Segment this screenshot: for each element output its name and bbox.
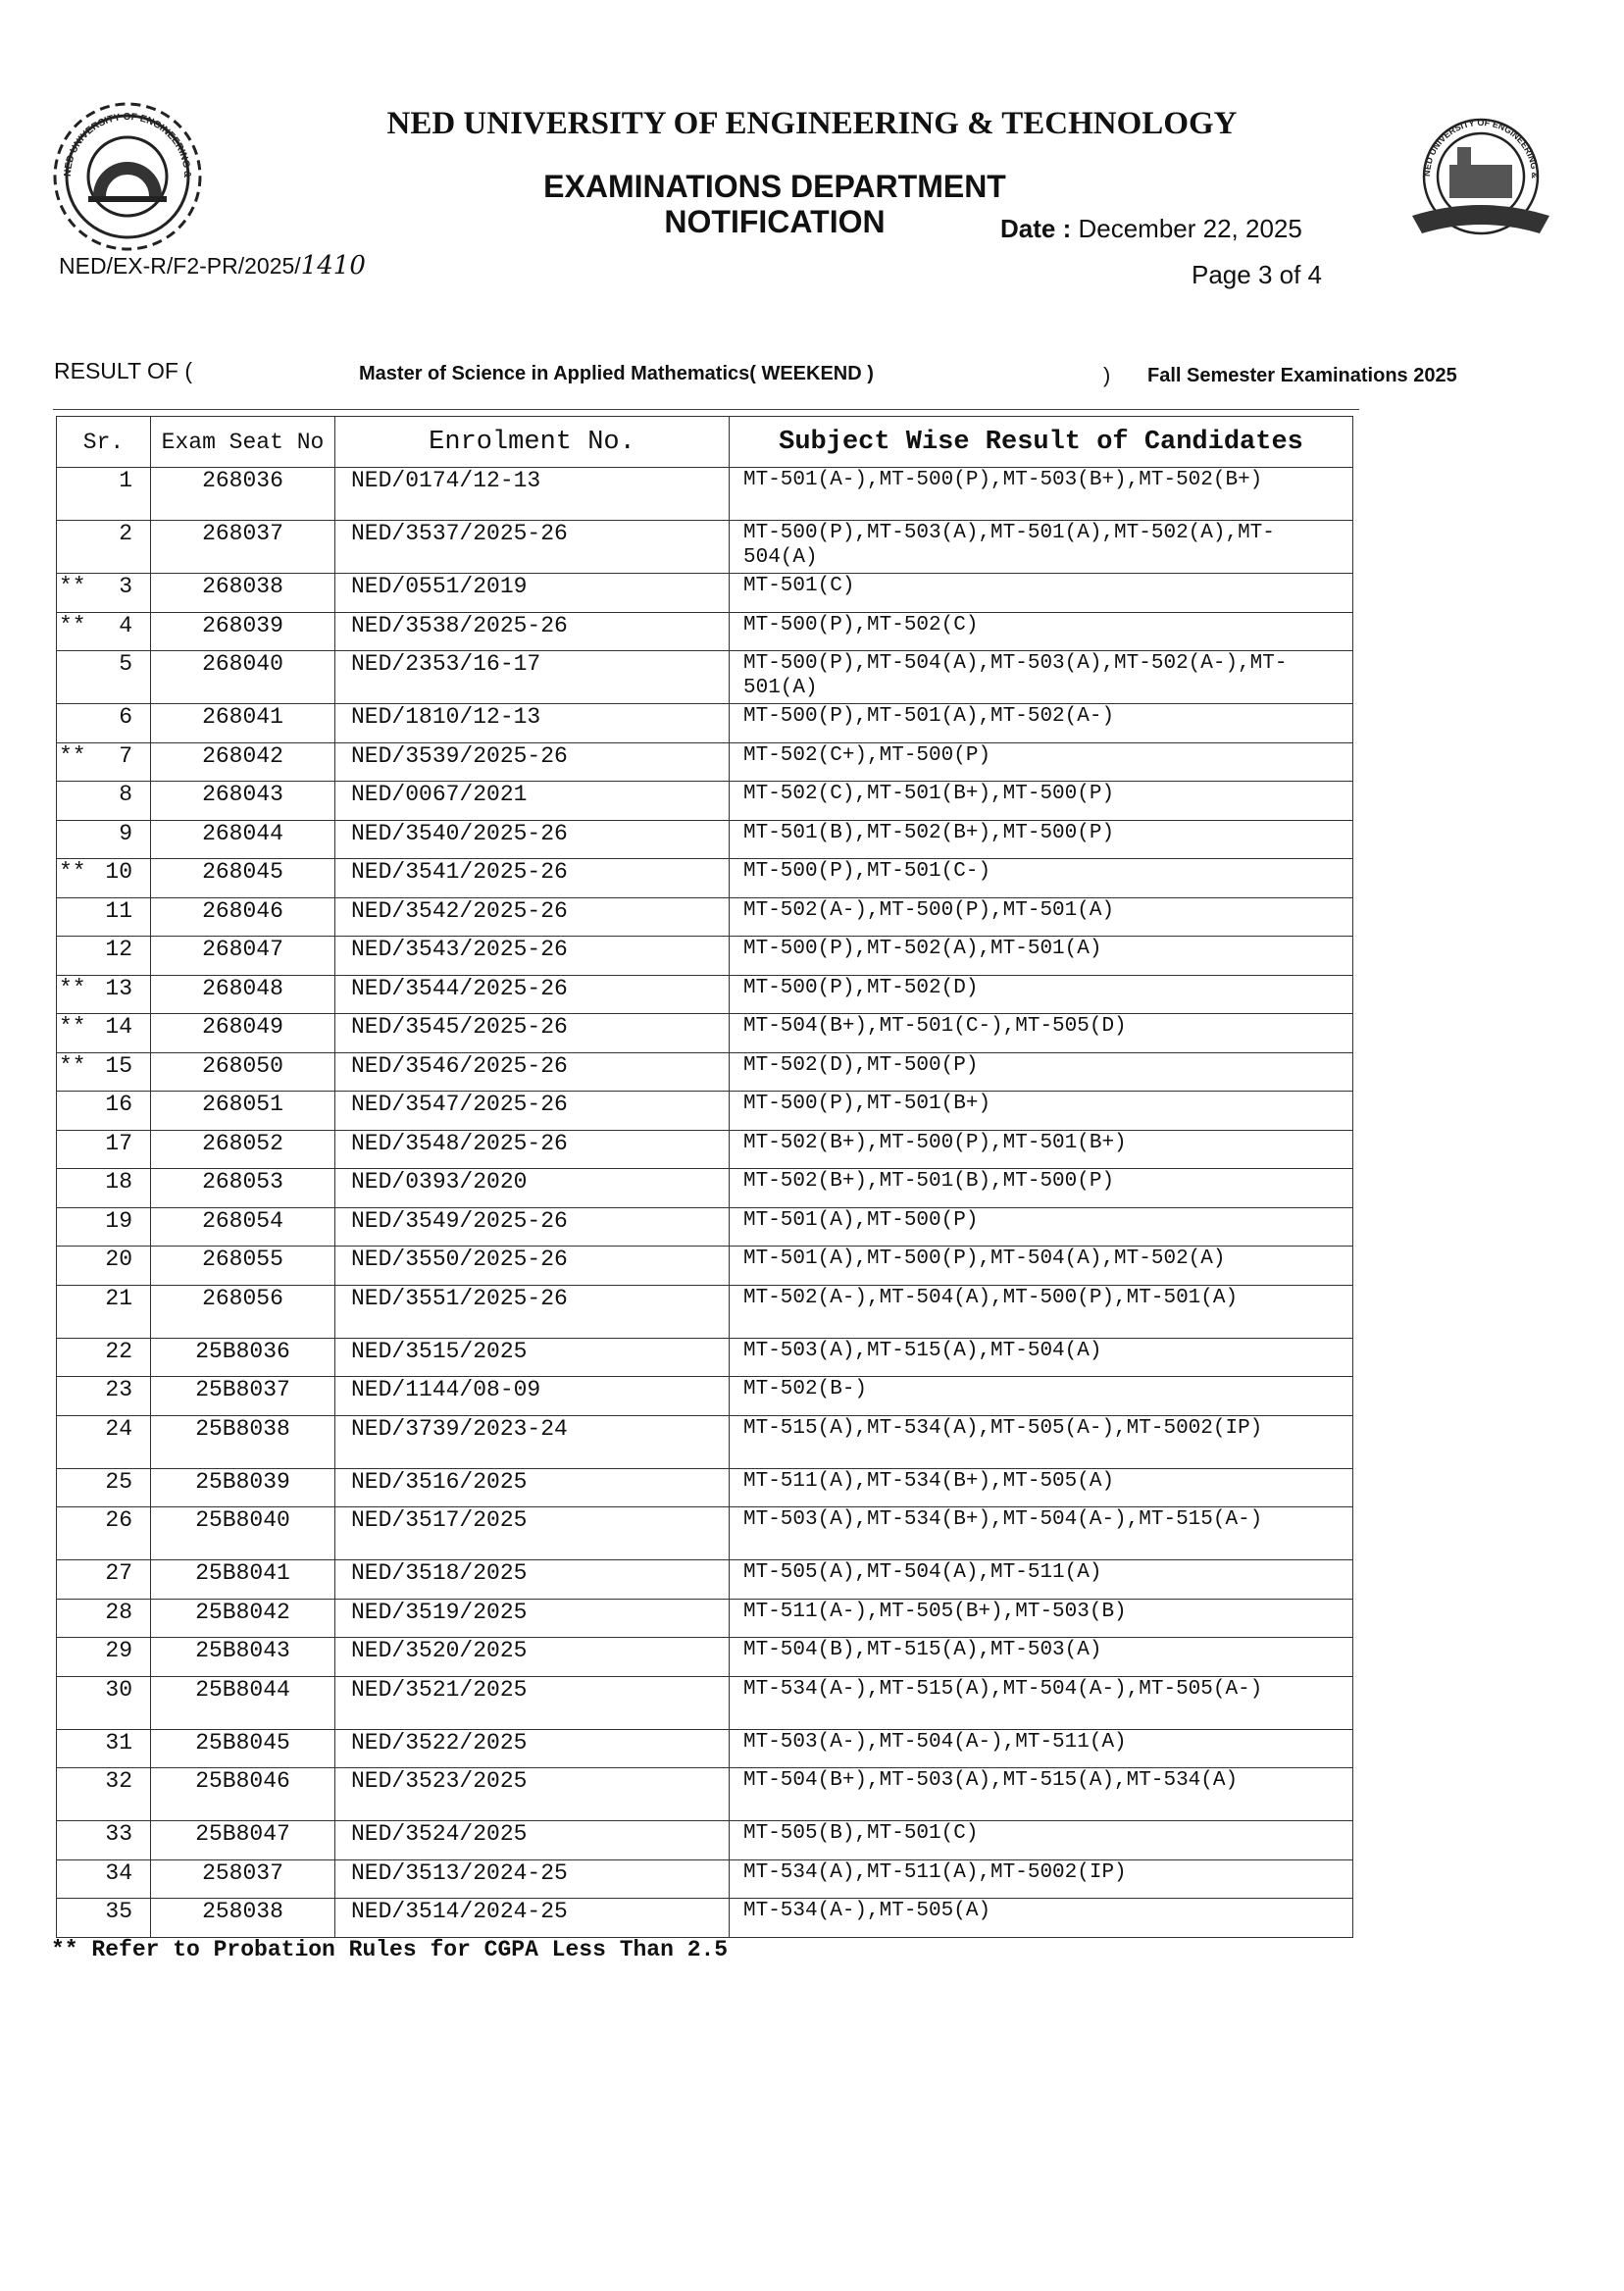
- serial-number: 7: [119, 742, 132, 769]
- cell-seat: 25B8045: [151, 1729, 335, 1768]
- cell-sr: [57, 1638, 151, 1677]
- cell-enrolment: NED/3551/2025-26: [335, 1285, 730, 1338]
- cell-sr: [57, 1092, 151, 1131]
- cell-result: MT-500(P),MT-503(A),MT-501(A),MT-502(A),MT-504(A): [730, 521, 1353, 574]
- table-row: [57, 975, 1353, 1014]
- cell-sr: [57, 782, 151, 821]
- cell-seat: 268041: [151, 704, 335, 743]
- cell-sr: [57, 1821, 151, 1860]
- serial-number: 31: [105, 1729, 132, 1756]
- cell-seat: 268052: [151, 1130, 335, 1169]
- cell-seat: 268046: [151, 897, 335, 937]
- cell-seat: 25B8040: [151, 1507, 335, 1560]
- cell-sr: [57, 1729, 151, 1768]
- cell-enrolment: NED/3541/2025-26: [335, 859, 730, 898]
- cell-result: MT-501(A-),MT-500(P),MT-503(B+),MT-502(B+): [730, 468, 1353, 521]
- cell-seat: 25B8036: [151, 1338, 335, 1377]
- program-name: Master of Science in Applied Mathematics( WEEKEND ): [359, 363, 874, 384]
- cell-sr: [57, 704, 151, 743]
- serial-number: 6: [119, 704, 132, 730]
- serial-number: 24: [105, 1415, 132, 1442]
- cell-enrolment: NED/3521/2025: [335, 1676, 730, 1729]
- cell-seat: 268044: [151, 820, 335, 859]
- cell-result: MT-500(P),MT-502(C): [730, 612, 1353, 651]
- cell-seat: 268053: [151, 1169, 335, 1208]
- serial-number: 5: [119, 651, 132, 677]
- cell-result: MT-500(P),MT-501(B+): [730, 1092, 1353, 1131]
- cell-enrolment: NED/0174/12-13: [335, 468, 730, 521]
- cell-seat: 268047: [151, 937, 335, 976]
- serial-number: 30: [105, 1676, 132, 1703]
- cell-enrolment: NED/3546/2025-26: [335, 1052, 730, 1092]
- serial-number: 19: [105, 1207, 132, 1234]
- serial-number: 20: [105, 1247, 132, 1272]
- serial-number: 1: [119, 468, 132, 493]
- cell-seat: 268036: [151, 468, 335, 521]
- svg-text:NED UNIVERSITY OF ENGINEERING: NED UNIVERSITY OF ENGINEERING &: [1421, 117, 1541, 179]
- cell-seat: 25B8042: [151, 1599, 335, 1638]
- cell-seat: 268038: [151, 574, 335, 613]
- cell-result: MT-500(P),MT-501(C-): [730, 859, 1353, 898]
- serial-number: 25: [105, 1468, 132, 1495]
- header-divider: [53, 409, 1359, 410]
- table-row: [57, 1468, 1353, 1507]
- cell-enrolment: NED/3515/2025: [335, 1338, 730, 1377]
- serial-number: 3: [119, 574, 132, 599]
- cell-seat: 268042: [151, 742, 335, 782]
- cell-enrolment: NED/3537/2025-26: [335, 521, 730, 574]
- serial-number: 10: [105, 859, 132, 885]
- cell-sr: [57, 1899, 151, 1938]
- table-row: [57, 1130, 1353, 1169]
- table-row: [57, 1821, 1353, 1860]
- cell-seat: 258038: [151, 1899, 335, 1938]
- university-title: NED UNIVERSITY OF ENGINEERING & TECHNOLOGY: [386, 106, 1238, 141]
- cell-result: MT-504(B+),MT-501(C-),MT-505(D): [730, 1014, 1353, 1053]
- probation-mark: **: [59, 859, 86, 885]
- table-row: [57, 1415, 1353, 1468]
- table-row: [57, 1859, 1353, 1899]
- table-row: [57, 1338, 1353, 1377]
- cell-sr: [57, 1560, 151, 1600]
- cell-enrolment: NED/3550/2025-26: [335, 1247, 730, 1286]
- cell-enrolment: NED/3539/2025-26: [335, 742, 730, 782]
- table-row: [57, 1247, 1353, 1286]
- cell-seat: 25B8044: [151, 1676, 335, 1729]
- cell-seat: 25B8038: [151, 1415, 335, 1468]
- cell-enrolment: NED/3513/2024-25: [335, 1859, 730, 1899]
- cell-sr: [57, 1014, 151, 1053]
- cell-seat: 268043: [151, 782, 335, 821]
- cell-result: MT-500(P),MT-502(A),MT-501(A): [730, 937, 1353, 976]
- cell-sr: [57, 1338, 151, 1377]
- cell-result: MT-534(A-),MT-505(A): [730, 1899, 1353, 1938]
- table-row: [57, 1729, 1353, 1768]
- probation-mark: **: [59, 742, 86, 769]
- cell-result: MT-502(B-): [730, 1377, 1353, 1416]
- probation-mark: **: [59, 1052, 86, 1079]
- cell-seat: 268048: [151, 975, 335, 1014]
- table-row: [57, 859, 1353, 898]
- probation-footnote: ** Refer to Probation Rules for CGPA Less Than 2.5: [51, 1937, 729, 1962]
- table-row: [57, 1507, 1353, 1560]
- reference-number: [59, 251, 366, 280]
- cell-sr: [57, 1052, 151, 1092]
- serial-number: 34: [105, 1859, 132, 1886]
- cell-seat: 268056: [151, 1285, 335, 1338]
- cell-seat: 268051: [151, 1092, 335, 1131]
- cell-sr: [57, 1130, 151, 1169]
- cell-enrolment: NED/3545/2025-26: [335, 1014, 730, 1053]
- cell-enrolment: NED/0067/2021: [335, 782, 730, 821]
- serial-number: 33: [105, 1821, 132, 1847]
- table-row: [57, 897, 1353, 937]
- table-row: [57, 1052, 1353, 1092]
- header-result: Subject Wise Result of Candidates: [730, 417, 1353, 468]
- cell-result: MT-511(A),MT-534(B+),MT-505(A): [730, 1468, 1353, 1507]
- serial-number: 14: [105, 1014, 132, 1040]
- results-table: [56, 416, 1353, 1938]
- cell-enrolment: NED/3516/2025: [335, 1468, 730, 1507]
- cell-sr: [57, 1169, 151, 1208]
- table-row: [57, 937, 1353, 976]
- cell-result: MT-505(A),MT-504(A),MT-511(A): [730, 1560, 1353, 1600]
- cell-sr: [57, 574, 151, 613]
- table-row: [57, 1560, 1353, 1600]
- cell-sr: [57, 975, 151, 1014]
- cell-sr: [57, 742, 151, 782]
- table-row: [57, 1169, 1353, 1208]
- date-line: [1000, 214, 1302, 244]
- cell-result: MT-504(B+),MT-503(A),MT-515(A),MT-534(A): [730, 1768, 1353, 1821]
- cell-enrolment: NED/3538/2025-26: [335, 612, 730, 651]
- cell-enrolment: NED/3739/2023-24: [335, 1415, 730, 1468]
- cell-sr: [57, 1207, 151, 1247]
- cell-seat: 25B8046: [151, 1768, 335, 1821]
- cell-seat: 268037: [151, 521, 335, 574]
- serial-number: 15: [105, 1052, 132, 1079]
- table-row: [57, 1092, 1353, 1131]
- cell-result: MT-505(B),MT-501(C): [730, 1821, 1353, 1860]
- table-row: [57, 651, 1353, 704]
- cell-seat: 25B8037: [151, 1377, 335, 1416]
- cell-sr: [57, 1415, 151, 1468]
- cell-seat: 25B8041: [151, 1560, 335, 1600]
- cell-sr: [57, 1468, 151, 1507]
- cell-enrolment: NED/3543/2025-26: [335, 937, 730, 976]
- cell-enrolment: NED/3549/2025-26: [335, 1207, 730, 1247]
- cell-seat: 258037: [151, 1859, 335, 1899]
- cell-enrolment: NED/3520/2025: [335, 1638, 730, 1677]
- table-row: [57, 742, 1353, 782]
- serial-number: 8: [119, 782, 132, 807]
- notification-title: NOTIFICATION: [664, 204, 886, 239]
- serial-number: 27: [105, 1560, 132, 1586]
- cell-result: MT-500(P),MT-502(D): [730, 975, 1353, 1014]
- cell-sr: [57, 1377, 151, 1416]
- serial-number: 32: [105, 1768, 132, 1794]
- cell-result: MT-515(A),MT-534(A),MT-505(A-),MT-5002(IP): [730, 1415, 1353, 1468]
- serial-number: 12: [105, 937, 132, 962]
- cell-sr: [57, 1507, 151, 1560]
- cell-result: MT-501(A),MT-500(P),MT-504(A),MT-502(A): [730, 1247, 1353, 1286]
- serial-number: 23: [105, 1377, 132, 1402]
- header-enrolment: Enrolment No.: [335, 417, 730, 468]
- cell-sr: [57, 937, 151, 976]
- page-number: Page 3 of 4: [1192, 260, 1322, 289]
- table-row: [57, 1768, 1353, 1821]
- result-of-label: RESULT OF (: [54, 358, 192, 383]
- svg-text:NED UNIVERSITY OF ENGINEERING: NED UNIVERSITY OF ENGINEERING &: [62, 111, 193, 178]
- probation-mark: **: [59, 612, 86, 638]
- cell-sr: [57, 468, 151, 521]
- table-row: [57, 1014, 1353, 1053]
- serial-number: 26: [105, 1507, 132, 1533]
- cell-enrolment: NED/0393/2020: [335, 1169, 730, 1208]
- table-row: [57, 1676, 1353, 1729]
- cell-enrolment: NED/2353/16-17: [335, 651, 730, 704]
- serial-number: 21: [105, 1285, 132, 1311]
- cell-sr: [57, 820, 151, 859]
- cell-result: MT-501(C): [730, 574, 1353, 613]
- cell-result: MT-503(A),MT-515(A),MT-504(A): [730, 1338, 1353, 1377]
- cell-enrolment: NED/3518/2025: [335, 1560, 730, 1600]
- cell-enrolment: NED/3540/2025-26: [335, 820, 730, 859]
- table-row: [57, 574, 1353, 613]
- serial-number: 11: [105, 897, 132, 924]
- cell-enrolment: NED/3548/2025-26: [335, 1130, 730, 1169]
- serial-number: 16: [105, 1092, 132, 1117]
- table-row: [57, 1599, 1353, 1638]
- results-body: [57, 468, 1353, 1938]
- date-label: Date :: [1000, 214, 1072, 243]
- cell-seat: 268039: [151, 612, 335, 651]
- cell-enrolment: NED/1810/12-13: [335, 704, 730, 743]
- table-row: [57, 1377, 1353, 1416]
- cell-enrolment: NED/3523/2025: [335, 1768, 730, 1821]
- table-row: [57, 612, 1353, 651]
- table-row: [57, 1285, 1353, 1338]
- cell-enrolment: NED/3514/2024-25: [335, 1899, 730, 1938]
- cell-result: MT-534(A-),MT-515(A),MT-504(A-),MT-505(A-): [730, 1676, 1353, 1729]
- reference-text: NED/EX-R/F2-PR/2025/: [59, 253, 301, 279]
- serial-number: 4: [119, 612, 132, 638]
- cell-enrolment: NED/0551/2019: [335, 574, 730, 613]
- cell-result: MT-511(A-),MT-505(B+),MT-503(B): [730, 1599, 1353, 1638]
- cell-result: MT-502(C+),MT-500(P): [730, 742, 1353, 782]
- cell-seat: 25B8047: [151, 1821, 335, 1860]
- serial-number: 22: [105, 1338, 132, 1364]
- serial-number: 29: [105, 1638, 132, 1663]
- cell-enrolment: NED/3524/2025: [335, 1821, 730, 1860]
- cell-enrolment: NED/3519/2025: [335, 1599, 730, 1638]
- cell-sr: [57, 1247, 151, 1286]
- table-row: [57, 521, 1353, 574]
- cell-result: MT-503(A-),MT-504(A-),MT-511(A): [730, 1729, 1353, 1768]
- serial-number: 17: [105, 1130, 132, 1156]
- table-row: [57, 704, 1353, 743]
- cell-result: MT-502(B+),MT-500(P),MT-501(B+): [730, 1130, 1353, 1169]
- semester-name: Fall Semester Examinations 2025: [1147, 365, 1457, 386]
- table-row: [57, 468, 1353, 521]
- cell-sr: [57, 897, 151, 937]
- cell-enrolment: NED/3517/2025: [335, 1507, 730, 1560]
- table-row: [57, 782, 1353, 821]
- date-value: December 22, 2025: [1078, 214, 1302, 243]
- serial-number: 9: [119, 820, 132, 846]
- cell-result: MT-502(A-),MT-504(A),MT-500(P),MT-501(A): [730, 1285, 1353, 1338]
- cell-enrolment: NED/3522/2025: [335, 1729, 730, 1768]
- cell-seat: 25B8043: [151, 1638, 335, 1677]
- probation-mark: **: [59, 1014, 86, 1040]
- cell-result: MT-500(P),MT-504(A),MT-503(A),MT-502(A-),MT-501(A): [730, 651, 1353, 704]
- reference-handwritten: 1410: [300, 251, 366, 280]
- cell-result: MT-502(B+),MT-501(B),MT-500(P): [730, 1169, 1353, 1208]
- cell-result: MT-500(P),MT-501(A),MT-502(A-): [730, 704, 1353, 743]
- cell-enrolment: NED/3547/2025-26: [335, 1092, 730, 1131]
- serial-number: 18: [105, 1169, 132, 1195]
- cell-result: MT-503(A),MT-534(B+),MT-504(A-),MT-515(A-): [730, 1507, 1353, 1560]
- department-title: EXAMINATIONS DEPARTMENT: [543, 169, 1006, 204]
- cell-result: MT-502(A-),MT-500(P),MT-501(A): [730, 897, 1353, 937]
- cell-seat: 268045: [151, 859, 335, 898]
- cell-sr: [57, 651, 151, 704]
- cell-sr: [57, 521, 151, 574]
- cell-result: MT-504(B),MT-515(A),MT-503(A): [730, 1638, 1353, 1677]
- cell-enrolment: NED/3544/2025-26: [335, 975, 730, 1014]
- serial-number: 2: [119, 521, 132, 546]
- cell-sr: [57, 1859, 151, 1899]
- cell-seat: 25B8039: [151, 1468, 335, 1507]
- probation-mark: **: [59, 574, 86, 599]
- table-row: [57, 1207, 1353, 1247]
- cell-result: MT-534(A),MT-511(A),MT-5002(IP): [730, 1859, 1353, 1899]
- cell-result: MT-502(D),MT-500(P): [730, 1052, 1353, 1092]
- cell-sr: [57, 1768, 151, 1821]
- cell-seat: 268055: [151, 1247, 335, 1286]
- cell-result: MT-501(A),MT-500(P): [730, 1207, 1353, 1247]
- table-header-row: [57, 417, 1353, 468]
- header-sr: Sr.: [57, 417, 151, 468]
- result-close-paren: ): [1103, 363, 1111, 387]
- table-row: [57, 820, 1353, 859]
- table-row: [57, 1899, 1353, 1938]
- cell-sr: [57, 612, 151, 651]
- cell-enrolment: NED/3542/2025-26: [335, 897, 730, 937]
- cell-sr: [57, 859, 151, 898]
- cell-seat: 268049: [151, 1014, 335, 1053]
- cell-seat: 268054: [151, 1207, 335, 1247]
- serial-number: 35: [105, 1899, 132, 1924]
- cell-sr: [57, 1285, 151, 1338]
- cell-seat: 268050: [151, 1052, 335, 1092]
- cell-sr: [57, 1599, 151, 1638]
- cell-result: MT-501(B),MT-502(B+),MT-500(P): [730, 820, 1353, 859]
- header-seat: Exam Seat No: [151, 417, 335, 468]
- cell-sr: [57, 1676, 151, 1729]
- table-row: [57, 1638, 1353, 1677]
- cell-result: MT-502(C),MT-501(B+),MT-500(P): [730, 782, 1353, 821]
- serial-number: 13: [105, 975, 132, 1001]
- probation-mark: **: [59, 975, 86, 1001]
- cell-seat: 268040: [151, 651, 335, 704]
- cell-enrolment: NED/1144/08-09: [335, 1377, 730, 1416]
- serial-number: 28: [105, 1599, 132, 1625]
